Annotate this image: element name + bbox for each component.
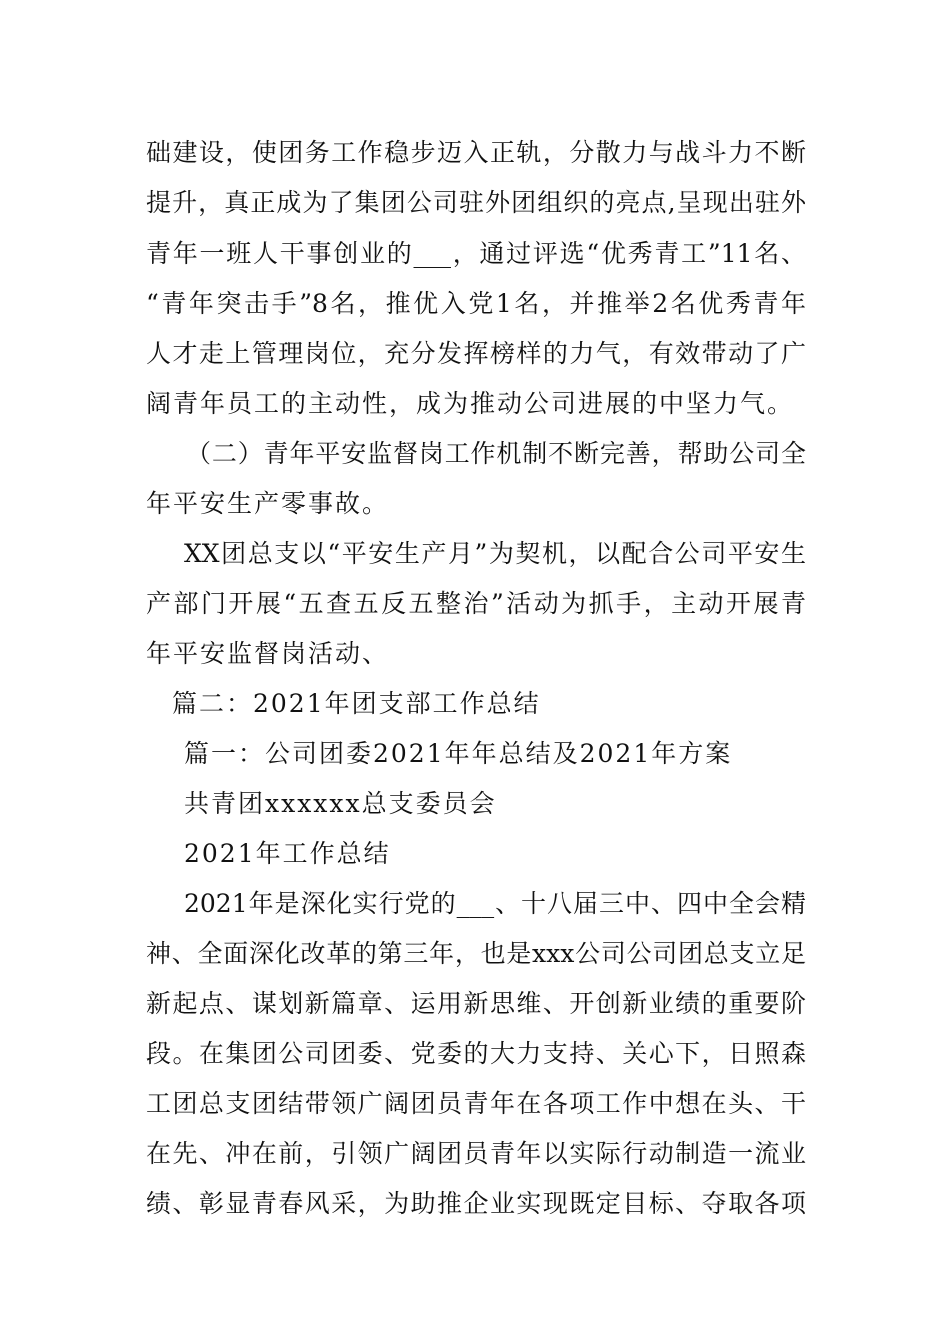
text-line: 提升，真正成为了集团公司驻外团组织的亮点,呈现出驻外 [146,188,806,217]
article-title: 篇二：2021年团支部工作总结 [172,689,541,718]
text-line: 础建设，使团务工作稳步迈入正轨，分散力与战斗力不断 [146,138,806,167]
organization-name: 共青团xxxxxx总支委员会 [184,789,497,818]
text-line: 工团总支团结带领广阔团员青年在各项工作中想在头、干 [146,1089,806,1118]
text-line: 2021年是深化实行党的___、十八届三中、四中全会精 [184,889,806,918]
text-line: 人才走上管理岗位，充分发挥榜样的力气，有效带动了广 [146,339,806,368]
text-line: 年平安生产零事故。 [146,489,390,518]
text-line: 段。在集团公司团委、党委的大力支持、关心下，日照森 [146,1039,806,1068]
text-line: 神、全面深化改革的第三年，也是xxx公司公司团总支立足 [146,939,806,968]
report-title: 2021年工作总结 [184,839,391,868]
text-line: XX团总支以“平安生产月”为契机，以配合公司平安生 [184,539,806,568]
article-subtitle: 篇一：公司团委2021年年总结及2021年方案 [184,739,733,768]
text-line: 新起点、谋划新篇章、运用新思维、开创新业绩的重要阶 [146,989,806,1018]
text-line: 在先、冲在前，引领广阔团员青年以实际行动制造一流业 [146,1139,806,1168]
text-line: 阔青年员工的主动性，成为推动公司进展的中坚力气。 [146,389,795,418]
section-heading: （二）青年平安监督岗工作机制不断完善，帮助公司全 [186,439,806,468]
text-line: 产部门开展“五查五反五整治”活动为抓手，主动开展青 [146,589,806,618]
text-line: “青年突击手”8名，推优入党1名，并推举2名优秀青年 [146,289,806,318]
text-line: 青年一班人干事创业的___，通过评选“优秀青工”11名、 [146,239,806,268]
text-line: 绩、彰显青春风采，为助推企业实现既定目标、夺取各项 [146,1189,806,1218]
text-line: 年平安监督岗活动、 [146,639,390,668]
